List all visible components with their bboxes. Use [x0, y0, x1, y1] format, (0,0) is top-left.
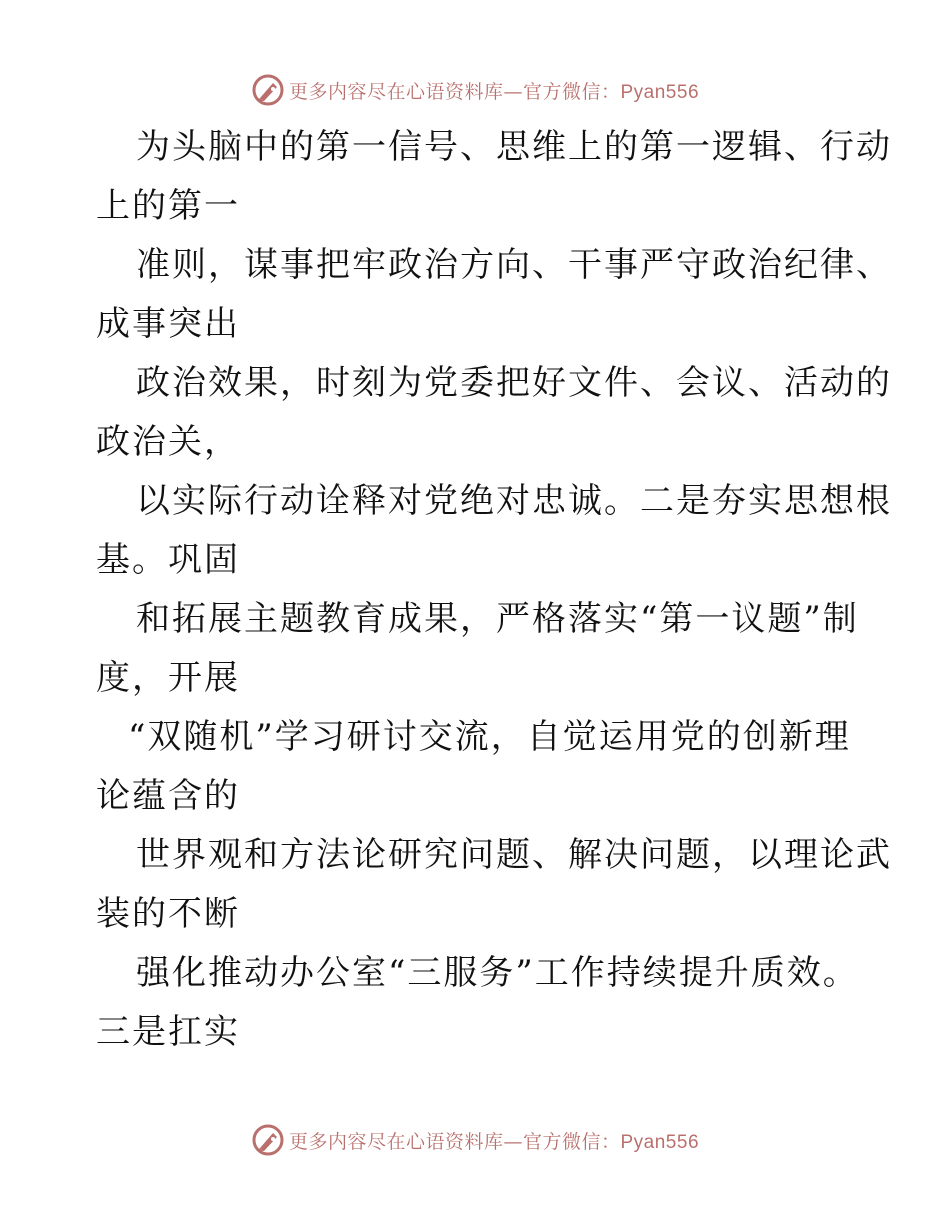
body-line: 以实际行动诠释对党绝对忠诚。二是夯实思想根 — [136, 481, 892, 521]
footer-banner — [0, 1120, 950, 1160]
pen-nib-logo-icon — [251, 1123, 285, 1157]
footer-text: 更多内容尽在心语资料库—官方微信：Pyan556 — [288, 1130, 700, 1153]
body-line: 上的第一 — [96, 186, 240, 226]
document-body — [96, 118, 892, 1062]
header-wechat-id: Pyan556 — [620, 81, 700, 103]
body-line: 基。巩固 — [96, 540, 240, 580]
body-line: 政治效果，时刻为党委把好文件、会议、活动的 — [136, 363, 892, 403]
body-line: “双随机”学习研讨交流，自觉运用党的创新理 — [128, 717, 851, 757]
body-line: 度，开展 — [96, 658, 240, 698]
body-line: 政治关， — [96, 422, 240, 462]
body-line: 论蕴含的 — [96, 776, 240, 816]
body-line: 和拓展主题教育成果，严格落实“第一议题”制 — [136, 599, 859, 639]
body-line: 准则，谋事把牢政治方向、干事严守政治纪律、 — [136, 245, 892, 285]
body-line: 装的不断 — [96, 894, 240, 934]
pen-nib-logo-icon — [251, 73, 285, 107]
body-line: 成事突出 — [96, 304, 240, 344]
header-text: 更多内容尽在心语资料库—官方微信：Pyan556 — [288, 80, 700, 103]
header-banner — [0, 70, 950, 110]
body-line: 三是扛实 — [96, 1012, 240, 1052]
body-line: 为头脑中的第一信号、思维上的第一逻辑、行动 — [136, 127, 892, 167]
body-line: 世界观和方法论研究问题、解决问题，以理论武 — [136, 835, 892, 875]
body-line: 强化推动办公室“三服务”工作持续提升质效。 — [136, 953, 859, 993]
footer-wechat-id: Pyan556 — [620, 1131, 700, 1153]
